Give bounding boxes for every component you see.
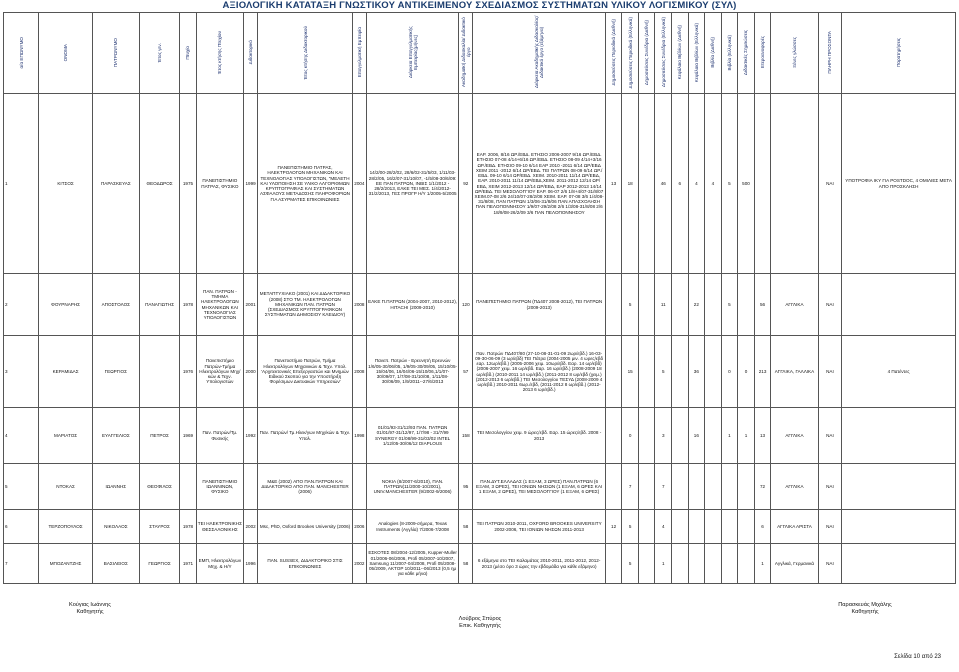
cell-b-int <box>721 464 738 510</box>
cell-sem <box>605 408 622 464</box>
cell-name: ΒΑΣΙΛΕΙΟΣ <box>92 544 139 584</box>
cell-lang: ΑΓΓΛΙΚΑ, ΓΑΛΛΙΚΑ <box>771 336 818 408</box>
ranking-table <box>3 12 956 584</box>
cell-experience: 14/2/00-28/2/02, 28/6/02-31/5/03, 1/11/03-28/2/05, 16/2/07-31/10/07, -1/5/08-30/6/09: ΕΕ ΠΑΝ ΠΑΤΡΩΝ, ΙΝΒΙΣ 1/1/2012 - 28/2/2013, ΕΛΚΕ ΤΕΙ ΜΕΣ. 1/4/2012-31/2/2013, ΓΕΣ ΠΡΟΓΡ Η/Υ 1/2005-5/2005 <box>366 94 458 274</box>
col-header: Ακαδημαϊκή Διδασκαλία/ Διδακτικό έργο <box>459 13 473 94</box>
cell-c-int: 5 <box>655 336 672 408</box>
cell-c-int: 7 <box>655 464 672 510</box>
cell-exp-months: 158 <box>459 408 473 464</box>
cell-ch-gr <box>705 336 722 408</box>
signature-2 <box>420 616 540 630</box>
cell-full: ΝΑΙ <box>818 408 842 464</box>
cell-phd: M&E (2002) ΑΠΟ ΠΑΝ.ΠΑΤΡΩΝ ΚΑΙ ΔΙΔΑΚΤΟΡΙΚΟ ΑΠΟ ΠΑΝ. MANCHESTER (2006) <box>258 464 353 510</box>
cell-remarks <box>842 510 956 544</box>
cell-born: 1978 <box>180 510 197 544</box>
cell-no: 6 <box>4 510 39 544</box>
cell-notes: 72 <box>754 464 771 510</box>
cell-lang: ΑΓΓΛΙΚΑ <box>771 408 818 464</box>
cell-full: ΝΑΙ <box>818 510 842 544</box>
cell-sem <box>605 544 622 584</box>
cell-born <box>180 464 197 510</box>
cell-j-gr <box>638 510 655 544</box>
cell-teaching: ΠΑΝ.ΔΥΤ.ΕΛΛΑΔΑΣ (1 ΕΞΑΜ, 3 ΩΡΕΣ) ΠΑΝ.ΠΑΤΡΩΝ (6 ΕΞΑΜ, 3 ΩΡΕΣ), ΤΕΙ ΙΟΝΙΩΝ ΝΗΣΙΩΝ (1 ΕΞΑΜ, 6 ΩΡΕΣ ΚΑΙ 1 ΕΞΑΜ, 2 ΩΡΕΣ), ΤΕΙ ΜΕΣΟΛΟΓΓΙΟΥ (1 ΕΞΑΜ, 6 ΩΡΕΣ) <box>473 464 605 510</box>
cell-degree: Πανεπιστήμιο Πατρών-Τμήμα Ηλεκτρολόγων Μηχ/κών & Τεχν. Υπολογιστών <box>196 336 243 408</box>
cell-c-int: 1 <box>655 544 672 584</box>
cell-degree: Παν. Πατρών/Τμ. Φυσικής <box>196 408 243 464</box>
cell-j-gr <box>638 274 655 336</box>
cell-c-gr <box>672 408 689 464</box>
cell-j-int: 15 <box>622 336 639 408</box>
cell-notes: 6 <box>754 510 771 544</box>
cell-father: ΓΕΩΡΓΙΟΣ <box>139 544 179 584</box>
cell-teaching: 6 εξάμηνα στο ΤΕΙ Καλαμάτας 2010-2011, 2011-2012, 2012-2013 (μέσο όρο 3 ώρες την εβδομάδα για κάθε εξάμηνο) <box>473 544 605 584</box>
cell-surname: ΜΠΟΖΑΝΤΖΗΣ <box>39 544 92 584</box>
col-header: Ξένες γλώσσες <box>771 13 818 94</box>
cell-ch-int: 16 <box>688 408 705 464</box>
cell-sem <box>605 464 622 510</box>
cell-degree: ΤΕΙ ΗΛΕΚΤΡΟΝΙΚΗΣ ΘΕΣΣΑΛΟΝΙΚΗΣ <box>196 510 243 544</box>
cell-b-int: 1 <box>721 408 738 464</box>
cell-degree-year: 1992 <box>244 408 258 464</box>
col-header: Έτος κτήσης Πτυχίου <box>196 13 243 94</box>
table-row <box>4 510 956 544</box>
cell-phd-year: 2002 <box>352 544 366 584</box>
cell-degree-year: 2000 <box>244 336 258 408</box>
cell-remarks: ΥΠΟΤΡΟΦΙΑ ΙΚΥ ΓΙΑ POSTDOC, 4 ΟΜΙΛΙΕΣ ΜΕΤΑ ΑΠΟ ΠΡΟΣΚΛΗΣΗ <box>842 94 956 274</box>
signature-3 <box>800 602 930 616</box>
cell-j-int: 5 <box>622 544 639 584</box>
cell-full: ΝΑΙ <box>818 336 842 408</box>
cell-ch-gr <box>705 408 722 464</box>
signature-1 <box>30 602 150 616</box>
cell-father: ΣΤΑΥΡΟΣ <box>139 510 179 544</box>
cell-phd: ΠΑΝ. SUSSEX, ΔΙΔΑΚΤΟΡΙΚΟ ΣΤΙΣ ΕΠΙΚΟΙΝΩΝΙΕΣ <box>258 544 353 584</box>
cell-father <box>139 336 179 408</box>
cell-experience: Analogies (8-2009-σήμερα, Texas Instruments (Αγγλία) 7/2006-7/2008 <box>366 510 458 544</box>
cell-phd: Παν. Πατρών/ Τμ.Ηλεκ/γων Μηχ/κών & Τεχν. Υπολ. <box>258 408 353 464</box>
cell-j-int: 18 <box>622 94 639 274</box>
cell-exp-months: 58 <box>459 544 473 584</box>
cell-j-gr <box>638 336 655 408</box>
col-header: Δημοσιεύσεις Περιοδικά (Ελληνικά) <box>622 13 639 94</box>
cell-no: 2 <box>4 274 39 336</box>
cell-phd-year: 2006 <box>352 510 366 544</box>
cell-exp-months: 58 <box>459 510 473 544</box>
cell-j-int: 0 <box>622 408 639 464</box>
cell-notes: 1 <box>754 544 771 584</box>
cell-degree: ΕΜΠ, Ηλεκτρολόγων Μηχ. & Η/Υ <box>196 544 243 584</box>
page-number: Σελίδα 10 από 23 <box>894 654 941 660</box>
signer-role: Καθηγητής <box>851 609 879 615</box>
cell-teaching: ΤΕΙ Μεσολογγίου χειμ. 9 ώρες/εβδ. Εαρ. 15 ώρες/εβδ. 2008 - 2013 <box>473 408 605 464</box>
cell-no: 7 <box>4 544 39 584</box>
signer-role: Επικ. Καθηγητής <box>459 623 501 629</box>
cell-experience: ΕΣΚΟΤΕΣ 08/2004-12/2005, Kupper-Muller 01/2006-06/2006, Profi 05/2007-10/2007, Samsung 11/2007-04/2008, Profi 05/2008-05/2009, AKTOP 10/2011--06/2013 (0,5 ημ για κάθε μήνα) <box>366 544 458 584</box>
signer-name: Παρασκευάς Μιχάλης <box>838 602 892 608</box>
cell-degree-year: 2002 <box>244 510 258 544</box>
cell-no: 4 <box>4 408 39 464</box>
page-title: ΑΞΙΟΛΟΓΙΚΗ ΚΑΤΑΤΑΞΗ ΓΝΩΣΤΙΚΟΥ ΑΝΤΙΚΕΙΜΕΝΟΥ ΣΧΕΔΙΑΣΜΟΣ ΣΥΣΤΗΜΑΤΩΝ ΥΛΙΚΟΥ ΛΟΓΙΣΜΙΚΟΥ (ΣΥΛ) <box>222 0 737 11</box>
cell-notes: 13 <box>754 408 771 464</box>
cell-b-int: 5 <box>721 274 738 336</box>
cell-father: ΘΕΟΦΙΛΟΣ <box>139 464 179 510</box>
cell-surname: ΦΟΥΡΝΑΡΗΣ <box>39 274 92 336</box>
cell-sem <box>605 274 622 336</box>
cell-surname: ΝΤΟΚΑΣ <box>39 464 92 510</box>
cell-teaching: Παν. Πατρών ΠΔ407/80 (27-10-08-31-01-09 2ωρ/εβδ.) 16-03-09-30-06-09 (3 ωρ/εβδ) ΤΕΙ Πάτρα (2004-2005 μιν. 4 ωρες/εβδ εαρ. 12ωρ/εβδ.) (2005-2006 χειμ. 10ωρ/εβδ. Εαρ. 14 ωρ/εβδ) (2006-2007 χειμ. 16 ωρ/εβδ. Εαρ. 16 ωρ/εβδ.) (2008-2009 18 ωρ/εβδ.) (2010-2011 14 ωρ/εβδ.) (2011-2012 8 ωρ/εβδ (χειμ.) (2012-2013 6 ωρ/εβδ.) ΤΕΙ Μεσολογγίου ΤΕΣΥΔ (2008-2009 4 ωρ/εβδ.) 2010-2011 6ωρ./εβδ, (2011-2012 8 ωρ/εβδ.) (2012-2013 6 ωρ/εβδ.) <box>473 336 605 408</box>
cell-j-gr <box>638 464 655 510</box>
cell-degree-year: 1999 <box>244 94 258 274</box>
cell-exp-months: 57 <box>459 336 473 408</box>
cell-phd: ΠΑΝΕΠΙΣΤΗΜΙΟ ΠΑΤΡΑΣ, ΗΛΕΚΤΡΟΛΟΓΩΝ ΜΗΧΑΝΙΚΩΝ ΚΑΙ ΤΕΧΝΟΛΟΓΙΑΣ ΥΠΟΛΟΓΙΣΤΩΝ, "ΜΕΛΕΤΗ ΚΑΙ ΥΛΟΠΟΙΗΣΗ ΣΕ ΥΛΙΚΟ ΑΛΓΟΡΙΘΜΩΝ ΚΡΥΠΤΟΓΡΑΦΙΑΣ ΚΑΙ ΣΥΣΤΗΜΑΤΩΝ ΑΣΦΑΛΟΥΣ ΜΕΤΑΔΟΣΗΣ ΠΛΗΡΟΦΟΡΙΩΝ ΓΙΑ ΑΣΥΡΜΑΤΕΣ ΕΠΙΚΟΙΝΩΝΙΕΣ <box>258 94 353 274</box>
cell-b-int: 5 <box>721 94 738 274</box>
cell-notes: 56 <box>754 274 771 336</box>
cell-c-int: 4 <box>655 510 672 544</box>
cell-ch-gr <box>705 544 722 584</box>
table-row <box>4 464 956 510</box>
cell-b-gr <box>738 274 755 336</box>
cell-ch-int <box>688 544 705 584</box>
header-row <box>4 13 956 94</box>
cell-father: ΘΕΟΔΩΡΟΣ <box>139 94 179 274</box>
cell-lang <box>771 94 818 274</box>
cell-phd-year: 2004 <box>352 94 366 274</box>
cell-degree: ΠΑΝΕΠΙΣΤΗΜΙΟ ΠΑΤΡΑΣ, ΦΥΣΙΚΟ <box>196 94 243 274</box>
cell-j-int: 5 <box>622 274 639 336</box>
col-header: Βιβλία (Ελληνικά) <box>721 13 738 94</box>
col-header: ΠΑΤΡΩΝΥΜΟ <box>92 13 139 94</box>
cell-j-gr <box>638 544 655 584</box>
table-row <box>4 94 956 274</box>
cell-remarks: 4 Πατέντες <box>842 336 956 408</box>
cell-ch-int: 22 <box>688 274 705 336</box>
cell-phd: Πανεπιστήμιο Πατρών, Τμήμα Ηλεκτρολόγων Μηχανικών & Τεχν. Υπολ. 'Αρχιτεκτονικές Επεξεργαστών και Μνημών Ειδικού Σκοπού για την Υποστήριξη Φορέσιμων Δικτυακών Υπηρεσιών' <box>258 336 353 408</box>
cell-full: ΝΑΙ <box>818 464 842 510</box>
cell-experience: Πανεπ. Πατρών - Ερευνητή Ερευνών 1/6/05-30/06/05, 1/9/05-30/09/05, 15/10/05-15/04/06, 16/04/06-15/10/06,1/1/07-30/09/07, 1/7/08-31/10/08, 1/11/08-30/06/09, 1/9/2011--27/6/2013 <box>366 336 458 408</box>
cell-remarks <box>842 464 956 510</box>
cell-no: 3 <box>4 336 39 408</box>
col-header: Κεφάλαια Βιβλίων (Ελληνικά) <box>688 13 705 94</box>
cell-c-int: 3 <box>655 408 672 464</box>
cell-born: 1969 <box>180 408 197 464</box>
cell-b-gr <box>738 544 755 584</box>
cell-exp-months: 95 <box>459 464 473 510</box>
signer-name: Κούγιας Ιωάννης <box>69 602 111 608</box>
cell-ch-gr: 4 <box>705 94 722 274</box>
cell-degree-year: 2001 <box>244 274 258 336</box>
cell-lang: ΑΓΓΛΙΚΑ <box>771 274 818 336</box>
cell-full: ΝΑΙ <box>818 94 842 274</box>
cell-no: 1 <box>4 94 39 274</box>
cell-degree: ΠΑΝ. ΠΑΤΡΩΝ - ΤΜΗΜΑ ΗΛΕΚΤΡΟΛΟΓΩΝ ΜΗΧΑΝΙΚΩΝ ΚΑΙ ΤΕΧΝΟΛΟΓΙΑΣ ΥΠΟΛΟΓΙΣΤΩΝ <box>196 274 243 336</box>
cell-b-gr: 1 <box>738 408 755 464</box>
cell-ch-int: 4 <box>688 94 705 274</box>
evaluation-sheet <box>3 12 956 584</box>
cell-phd-year: 2008 <box>352 336 366 408</box>
table-row <box>4 336 956 408</box>
col-header: Κεφάλαια Βιβλίων (Διεθνή) <box>672 13 689 94</box>
cell-j-gr <box>638 408 655 464</box>
cell-teaching: ΠΑΝΕΠΙΣΤΗΜΙΟ ΠΑΤΡΩΝ (ΠΔ407 2008-2012), ΤΕΙ ΠΑΤΡΩΝ (2009-2013) <box>473 274 605 336</box>
cell-c-gr <box>672 274 689 336</box>
cell-c-gr <box>672 510 689 544</box>
cell-experience: 01/01/93-31/12/93 ΠΑΝ. ΠΑΤΡΩΝ 01/01/97-31/12/97, 1/7/98 - 31/7/99 SYNERGY 01/08/99-31/03/02 INTEL 1/12/05-30/06/12 DIAPLOUS <box>366 408 458 464</box>
cell-j-int: 5 <box>622 510 639 544</box>
cell-phd: ΜΕΤΑΠΤΥΧΙΑΚΟ (2001) ΚΑΙ ΔΙΔΑΚΤΟΡΙΚΟ (2008) ΣΤΟ ΤΜ. ΗΛΕΚΤΡΟΛΟΓΩΝ ΜΗΧΑΝΙΚΩΝ ΠΑΝ. ΠΑΤΡΩΝ (ΣΧΕΔΙΑΣΜΟΣ ΚΡΥΠΤΟΓΡΑΦΙΚΩΝ ΣΥΣΤΗΜΑΤΩΝ ΔΗΜΟΣΙΟΥ ΚΛΕΙΔΙΟΥ) <box>258 274 353 336</box>
cell-remarks <box>842 544 956 584</box>
cell-b-int <box>721 544 738 584</box>
cell-lang: ΑΓΓΛΙΚΑ ΑΡΙΣΤΑ <box>771 510 818 544</box>
cell-no: 5 <box>4 464 39 510</box>
cell-ch-int <box>688 464 705 510</box>
cell-b-gr: 0 <box>738 336 755 408</box>
cell-c-gr <box>672 336 689 408</box>
col-header: ΟΝΟΜΑ <box>39 13 92 94</box>
cell-b-gr <box>738 464 755 510</box>
cell-c-gr <box>672 544 689 584</box>
cell-ch-gr <box>705 464 722 510</box>
cell-experience: ΕΛΚΕ Π.ΠΑΤΡΩΝ (2004-2007, 2010-2012), HITACHI (2009-2010) <box>366 274 458 336</box>
cell-exp-months: 120 <box>459 274 473 336</box>
cell-father: ΠΑΝΑΓΙΩΤΗΣ <box>139 274 179 336</box>
cell-ch-gr <box>705 510 722 544</box>
col-header: ΠΛΗΡΗ ΠΡΟΣΟΝΤΑ <box>818 13 842 94</box>
cell-sem: 12 <box>605 510 622 544</box>
cell-remarks <box>842 408 956 464</box>
cell-name: ΝΙΚΟΛΑΟΣ <box>92 510 139 544</box>
col-header: Διάρκεια Ακαδημαϊκής Διδασκαλίας/ Διδακτικό έργο (εξάμηνα) <box>473 13 605 94</box>
cell-lang: Αγγλικά, Γερμανικά <box>771 544 818 584</box>
cell-full: ΝΑΙ <box>818 544 842 584</box>
cell-degree: ΠΑΝΕΠΙΣΤΗΜΙΟ ΙΩΑΝΝΙΝΩΝ, ΦΥΣΙΚΟ <box>196 464 243 510</box>
cell-surname: ΚΙΤΣΟΣ <box>39 94 92 274</box>
table-row <box>4 274 956 336</box>
col-header: Επαγγελματική Εμπειρία <box>352 13 366 94</box>
cell-phd-year: 1998 <box>352 408 366 464</box>
cell-full: ΝΑΙ <box>818 274 842 336</box>
cell-father: ΠΕΤΡΟΣ <box>139 408 179 464</box>
col-header: Δημοσιεύσεις Συνέδρια (Ελληνικά) <box>655 13 672 94</box>
cell-ch-int: 36 <box>688 336 705 408</box>
cell-name: ΕΥΑΓΓΕΛΙΟΣ <box>92 408 139 464</box>
table-row <box>4 408 956 464</box>
cell-born: 1976 <box>180 336 197 408</box>
cell-surname: ΚΕΡΑΜΙΔΑΣ <box>39 336 92 408</box>
col-header: Βιβλία (Διεθνή) <box>705 13 722 94</box>
cell-born: 1978 <box>180 274 197 336</box>
col-header: Πτυχίο <box>180 13 197 94</box>
signer-name: Λούβρος Σπύρος <box>458 616 502 622</box>
cell-phd-year <box>352 464 366 510</box>
cell-b-gr <box>738 510 755 544</box>
cell-name: ΑΠΟΣΤΟΛΟΣ <box>92 274 139 336</box>
cell-c-gr <box>672 464 689 510</box>
col-header: Ετεροαναφορές <box>754 13 771 94</box>
cell-c-int: 11 <box>655 274 672 336</box>
cell-sem: 13 <box>605 94 622 274</box>
cell-lang: ΑΓΓΛΙΚΑ <box>771 464 818 510</box>
cell-j-int: 7 <box>622 464 639 510</box>
cell-phd-year: 2008 <box>352 274 366 336</box>
cell-sem <box>605 336 622 408</box>
cell-name: ΓΕΩΡΓΙΟΣ <box>92 336 139 408</box>
cell-b-gr: 500 <box>738 94 755 274</box>
cell-born: 1975 <box>180 94 197 274</box>
cell-b-int: 0 <box>721 336 738 408</box>
cell-born: 1971 <box>180 544 197 584</box>
cell-experience: NOKIA (8/2007-6/2010), ΠΑΝ. ΠΑΤΡΩΝ(11/2000-10/2001), UNIV.MANCHESTER (9/2002-9/2006) <box>366 464 458 510</box>
col-header: Δημοσιεύσεις Περιοδικά (Διεθνή) <box>605 13 622 94</box>
cell-surname: ΤΕΡΖΟΠΟΥΛΟΣ <box>39 510 92 544</box>
cell-teaching: ΕΑΡ. 2006, 8/16 ΩΡ./ΕΒΔ. ΕΤΗΣΙΟ 2006-2007 9/16 ΩΡ./ΕΒΔ. ΕΤΗΣΙΟ 07-08 4/14+6/16 ΩΡ./ΕΒΔ. ΕΤΗΣΙΟ 08-09 4/14+3/16 ΩΡ./ΕΒΔ. ΕΤΗΣΙΟ 09-10 6/14 ΕΑΡ 2010 -2011 6/14 ΩΡ/ΕΒΔ ΧΕΙΜ 2011 -2012 6/14 ΩΡ/ΕΒΔ. ΤΕΙ ΠΑΤΡΩΝ 08-09 6/14 ΩΡ./ΕΒΔ. 09-10 6/14 ΩΡ/ΕΒΔ. ΧΕΙΜ. 2010-2011 11/14 ΩΡ/ΕΒΔ, ΕΑΡ. 2010-2011 11/14 ΩΡ/ΕΒΔ,ΧΕΙΜ. 2011-2012 12/14 ΩΡ/ΕΒΔ, ΧΕΙΜ 2012-2013 12/14 ΩΡ/ΕΒΔ, ΕΑΡ 2012-2013 14/14 ΩΡ/ΕΒΔ. ΤΕΙ ΜΕΣΟΛΟΓΓΙΟΥ ΕΑΡ. 06-07 2/6 1/8+4/07-31/8/07 ΧΕΙΜ.07-08 2/6 24/10/07-28/2/08 ΧΕΙΜ. ΕΑΡ. 07-08 3/6 1/4/08-31/8/08, ΠΑΝ ΠΑΤΡΩΝ 1/3/06-31/8/06 ΠΑΝ ΑΠΑΣΧΟΛΗΣΗ ΠΑΝ ΠΕΛΟΠΟΝΝΗΣΟΥ 1/9/07-29/2/08 2/6 1/3/08-31/8/08 2/6 18/9/08-26/2/09 3/6 ΠΑΝ ΠΕΛΟΠΟΝΝΗΣΟΥ <box>473 94 605 274</box>
cell-notes <box>754 94 771 274</box>
table-row <box>4 544 956 584</box>
cell-exp-months: 92 <box>459 94 473 274</box>
col-header: Παρατηρήσεις <box>842 13 956 94</box>
cell-notes: 213 <box>754 336 771 408</box>
col-header: Δημοσιεύσεις Συνέδρια (Διεθνή) <box>638 13 655 94</box>
cell-ch-int <box>688 510 705 544</box>
col-header: Διδακτικές Σημειώσεις <box>738 13 755 94</box>
cell-b-int <box>721 510 738 544</box>
col-header: Διάρκεια Επαγγελματικής Εμπειρίας(μήνες) <box>366 13 458 94</box>
cell-phd: Msc, PhD, Oxford Brookes University (2006) <box>258 510 353 544</box>
cell-remarks <box>842 274 956 336</box>
cell-surname: ΜΑΡΙΑΤΟΣ <box>39 408 92 464</box>
cell-degree-year <box>244 464 258 510</box>
cell-name: ΙΩΑΝΝΗΣ <box>92 464 139 510</box>
cell-j-gr <box>638 94 655 274</box>
col-header: α/α ΕΠΩΝΥΜΟ <box>4 13 39 94</box>
col-header: Έτος κτήσης Διδακτορικού <box>258 13 353 94</box>
cell-c-int: 46 <box>655 94 672 274</box>
cell-degree-year: 1996 <box>244 544 258 584</box>
cell-c-gr: 6 <box>672 94 689 274</box>
cell-name: ΠΑΡΑΣΚΕΥΑΣ <box>92 94 139 274</box>
signer-role: Καθηγητής <box>76 609 104 615</box>
col-header: Έτος γεν. <box>139 13 179 94</box>
cell-teaching: ΤΕΙ ΠΑΤΡΩΝ 2010-2011, OXFORD BROOKES UNIVERSITY 2002-2006, ΤΕΙ ΙΟΝΙΩΝ ΝΗΣΩΝ 2011-2013 <box>473 510 605 544</box>
col-header: Διδακτορικό <box>244 13 258 94</box>
cell-ch-gr <box>705 274 722 336</box>
